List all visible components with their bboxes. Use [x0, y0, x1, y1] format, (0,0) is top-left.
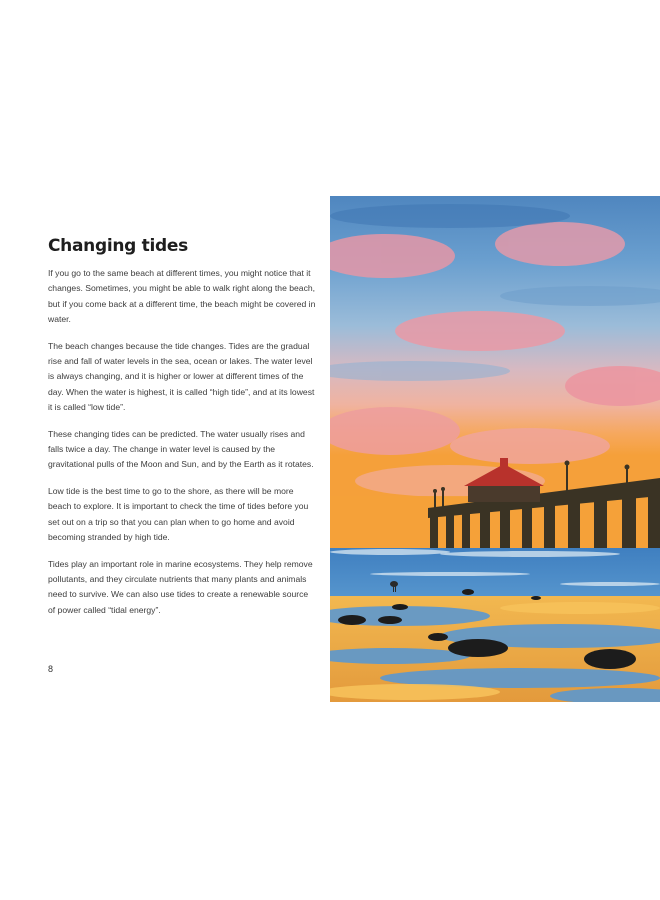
pier-sunset-illustration: [330, 196, 660, 702]
paragraph-5: Tides play an important role in marine ecosystems. They help remove pollutants, and they circulate nutrients that many plants and animals need to survive. We can also use tides to create a renewable source of power called “tidal energy”.: [48, 558, 313, 615]
paragraph-4: Low tide is the best time to go to the shore, as there will be more beach to explore. It is important to check the time of tides before you set out on a trip so that you can plan when to go home and avoid becoming stranded by high tide.: [48, 485, 309, 543]
text-column: [48, 236, 316, 629]
page-number: 8: [48, 664, 54, 674]
paragraph-1: If you go to the same beach at different times, you might notice that it changes. Sometimes, you might be able to walk right along the beach, but if you come back at a different time, the beach might be covered in water.: [48, 268, 316, 325]
paragraph-3: These changing tides can be predicted. The water usually rises and falls twice a day. The change in water level is caused by the gravitational pulls of the Moon and Sun, and by the Earth as it rotates.: [48, 428, 314, 470]
page-title: Changing tides: [48, 236, 188, 256]
paragraph-2: The beach changes because the tide changes. Tides are the gradual rise and fall of water levels in the sea, ocean or lakes. The water level is always changing, and it is higher or lower at different times of the day. When the water is highest, it is called “high tide”, and at its lowest it is called “low tide”.: [48, 340, 315, 413]
